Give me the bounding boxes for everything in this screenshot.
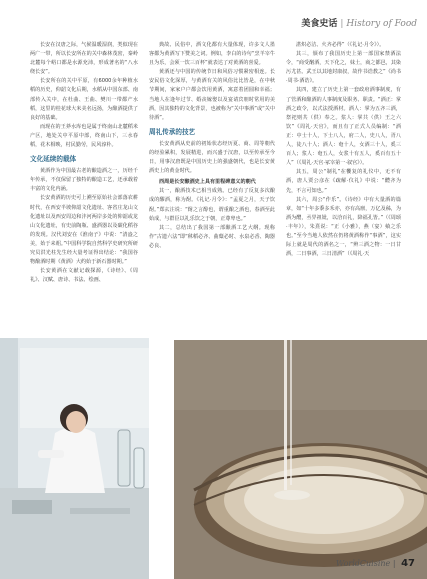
laboratory-photo [0,338,149,579]
column-3 [286,41,401,259]
magazine-name: WorldCuisine [335,559,391,568]
section-title: 美食史话 [301,19,338,29]
paragraph: 其五，周公“制礼”在饗复的礼仪中，无不有酒，唐人贾公彦在《疏解·仪礼》中说：“醴齐为先，不言可知也。” [286,169,401,194]
section-heading: 周礼传承的技艺 [149,127,196,136]
page-number: 47 [401,558,415,569]
paragraph: 长安黄酒的历史可上溯至原始社会部落农耕时代，在西安半坡仰韶文化遗址、客省庄龙山文化遗址以及西安周边和沣河两岸多处的仰韶或龙山文化遗址，有史前陶瓶、盛酒器以及碳化稻谷的发现。汉代刘安在《淮南子》中说：“清盎之美，始于耒耜。”中国科学院自然科学史研究所研究员洪光柱先生经大量考证得出结论：“我国谷物酿酒时期《黄酒》大约始于新石器时期。” [30,195,138,266]
paragraph: 其二，总结出了我国第一部酿酒工艺大纲。现称作“古遗六法”即“秫稻必齐、曲蘖必时、水泉必香、陶器必良、 [149,224,275,249]
paragraph: 而现在的王莽水库也是属于终南山北麓稻米产区，地处关中平原中部，终南山下，三水春稻，花木相映，村民勤劳，民风淳朴。 [30,123,138,149]
paragraph: 长安黄酒从史前的初始状态经历夏、商、周等朝代的经验累积，发展精进，而兴盛于汉唐，以至传承至今日，用事汉唐既是中国历史上的强盛朝代，也是长安黄酒史上的黄金时代。 [149,140,275,175]
laboratory-illustration [0,338,149,579]
column-2 [149,41,275,251]
paragraph: 其六，周公“作乐”。《诗经》中有大量酒的篇章，如“十年多黍多禾亦，亦有高廪，万亿及秭，为酒为醴，丞畀祖妣，以洽百礼，降福孔皆。”（《周颂·丰年》），朱熹说：“正《小雅》，燕（宴）飨之乐也。”至今当地人依然在仍将黄酒称作“事酒”，这实际上就是周代的酒名之一，“辨三酒之物：一日甘酒，二日事酒，三日清酒”（《周礼·天 [286,196,401,258]
section-english-title: History of Food [346,19,417,29]
header-divider: | [340,19,344,29]
paragraph: 长安在汉唐之际，气候温暖湿润，类似现在两广一带，所以长安所在的关中森林茂密，秦岭北麓每个峪口都是水源充沛，形成著名的“八水绕长安”。 [30,42,138,76]
basket-illustration [174,340,427,579]
paragraph: 其四，建立了历史上第一套政府酒事制度，有了管酒和酿酒的人事制度及职务、职责。“酒正：掌酒之政令，以式法授酒材。酒人：掌为五齐三酒，祭祀则共（供）奉之。浆人：掌共（供）王之六饮”《周礼·天官》，而且有了正式人员编制：“酒正：中士十人，下士八人，府二人，史八人，胥八人，徒八十人；酒人：奄十人，女酒三十人，奚三百人；浆人：奄五人，女浆十有五人，奚百有五十人”（《周礼·天官·冢宰第一·叙官》）。 [286,87,401,167]
subheading: 西周是长安酿酒史上具有里程碑意义的朝代 [159,179,256,186]
column-1 [30,41,138,285]
paragraph: 长安所在的关中平原，有6000余年种植水稻的历史，仰韶文化后期，水稻从中国东部、南部传入关中，在杜曲、王曲、樊川一带都产水稻，这里的桂花球大米美名远扬，为酿酒提供了良好的基础。 [30,78,138,121]
paragraph: 黄酒还与中国的传统节日和风俗习惯紧密相连。长安民俗文化深厚，与黄酒有关的风俗比比皆是，在中秋节期间，家家户户都会饮用黄酒，寓意着团圆和幸福；当地人在逢年过节、婚丧嫁娶以及宴请宾朋时常用的美酒，因其独特的文化背景，也被称为“关中事酒”或“关中待酒”。 [149,69,275,121]
paragraph: 湛炽必洁、火齐必得”（《礼记·月令》）。 [296,42,385,48]
page-footer: WorldCuisine | 47 [335,558,415,569]
section-heading: 文化延续的载体 [30,155,77,164]
paragraph: 长安黄酒在文献记载探源，《诗经》、《周礼》、汉赋、唐诗、书法、绘画、 [30,268,138,284]
paragraph: 其一，酿酒技术已相当成熟。已经有了反复多次酿成的醪酒，称为酎。《礼记·月令》：“孟夏之月，天子饮酎。”郑玄注说：“酎之言醇也，谓重酿之酒也，春酒至此始成，与群臣以礼乐饮之于朝，正尊卑也。” [149,188,275,222]
fermentation-photo [174,340,427,579]
paragraph: 黄酒作为中国最古老的酿造酒之一，历经千年传承，不仅保留了独特的酿造工艺，还承载着丰富的文化内涵。 [30,168,138,193]
paragraph: 其三，颁布了我国历史上第一部国家禁酒法令，“商受酗酒，天下化之，妹土，商之都邑，其染污尤甚。武王以其地封康叔，故作书诰教之”《尚书·周书·酒诰》。 [286,51,401,85]
section-header [301,16,417,29]
paragraph: 典故、民俗中，酒文化都有大量体现，许多文人墨客都为黄酒写下赞美之词。例如，李白的诗句“烹羊宰牛且为乐，会须一饮三百杯”就表达了对黄酒的喜爱。 [149,42,275,67]
